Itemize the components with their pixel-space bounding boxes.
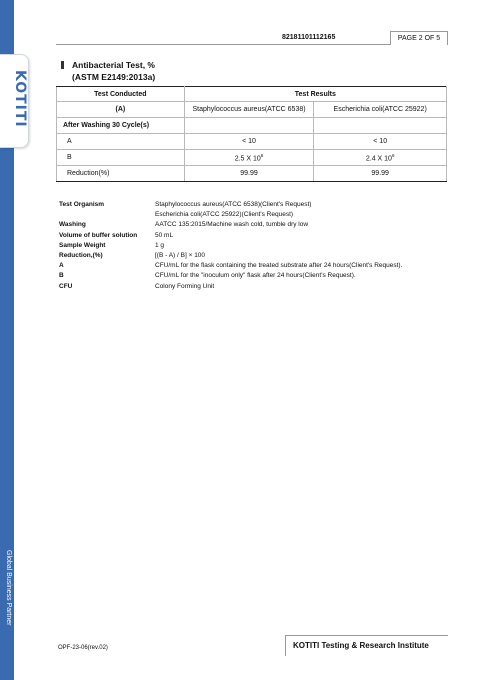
definition-row: Escherichia coli(ATCC 25922)(Client's Request) [155,211,294,219]
table-row [57,134,447,150]
definition-row: Washing AATCC 135:2015/Machine wash cold, tumble dry low [59,221,309,229]
row-label-reduction: Reduction(%) [57,166,185,182]
sub-label: (A) [57,102,185,118]
definition-row: Sample Weight 1 g [59,241,165,249]
page-indicator: PAGE 2 OF 5 [390,31,448,45]
title-line-1: Antibacterial Test, % [72,60,155,70]
organism-1: Staphylococcus aureus(ATCC 6538) [184,102,314,118]
header-test-results: Test Results [184,87,446,102]
section-title [72,59,155,83]
form-code: OPF-23-06(rev.02) [58,645,108,651]
row-label-b: B [57,150,185,166]
table-row-organisms [57,102,447,118]
value-a-1: < 10 [184,134,314,150]
institute-name: KOTITI Testing & Research Institute [293,641,429,650]
table-header-row [57,87,447,102]
section-label: After Washing 30 Cycle(s) [57,118,185,134]
definition-row: A CFU/mL for the flask containing the treated substrate after 24 hours(Client's Request). [59,262,403,270]
value-a-2: < 10 [314,134,447,150]
brand-tagline: Global Business Partner [5,550,12,626]
kotiti-logo: KOTITI [12,70,28,128]
title-marker [61,61,64,69]
title-line-2: (ASTM E2149:2013a) [72,72,156,82]
definition-row: B CFU/mL for the "inoculum only" flask after 24 hours(Client's Request). [59,272,356,280]
value-b-1: 2.5 X $10^6$ [184,150,314,166]
definition-row: Reduction,(%) [(B - A) / B] × 100 [59,252,206,260]
value-b-2: 2.4 X $10^6$ [314,150,447,166]
organism-2: Escherichia coli(ATCC 25922) [314,102,447,118]
value-reduction-1: 99.99 [184,166,314,182]
row-label-a: A [57,134,185,150]
header-test-conducted: Test Conducted [57,87,185,102]
table-row [57,150,447,166]
results-table [56,86,447,182]
report-number: 82181101112165 [282,34,336,41]
definition-row: Test Organism Staphylococcus aureus(ATCC 6538)(Client's Request) [59,201,312,208]
value-reduction-2: 99.99 [314,166,447,182]
definition-row: Volume of buffer solution 50 mL [59,231,174,239]
table-row-section [57,118,447,134]
definitions-list [59,200,402,292]
definition-row: CFU Colony Forming Unit [59,282,215,290]
table-row [57,166,447,182]
